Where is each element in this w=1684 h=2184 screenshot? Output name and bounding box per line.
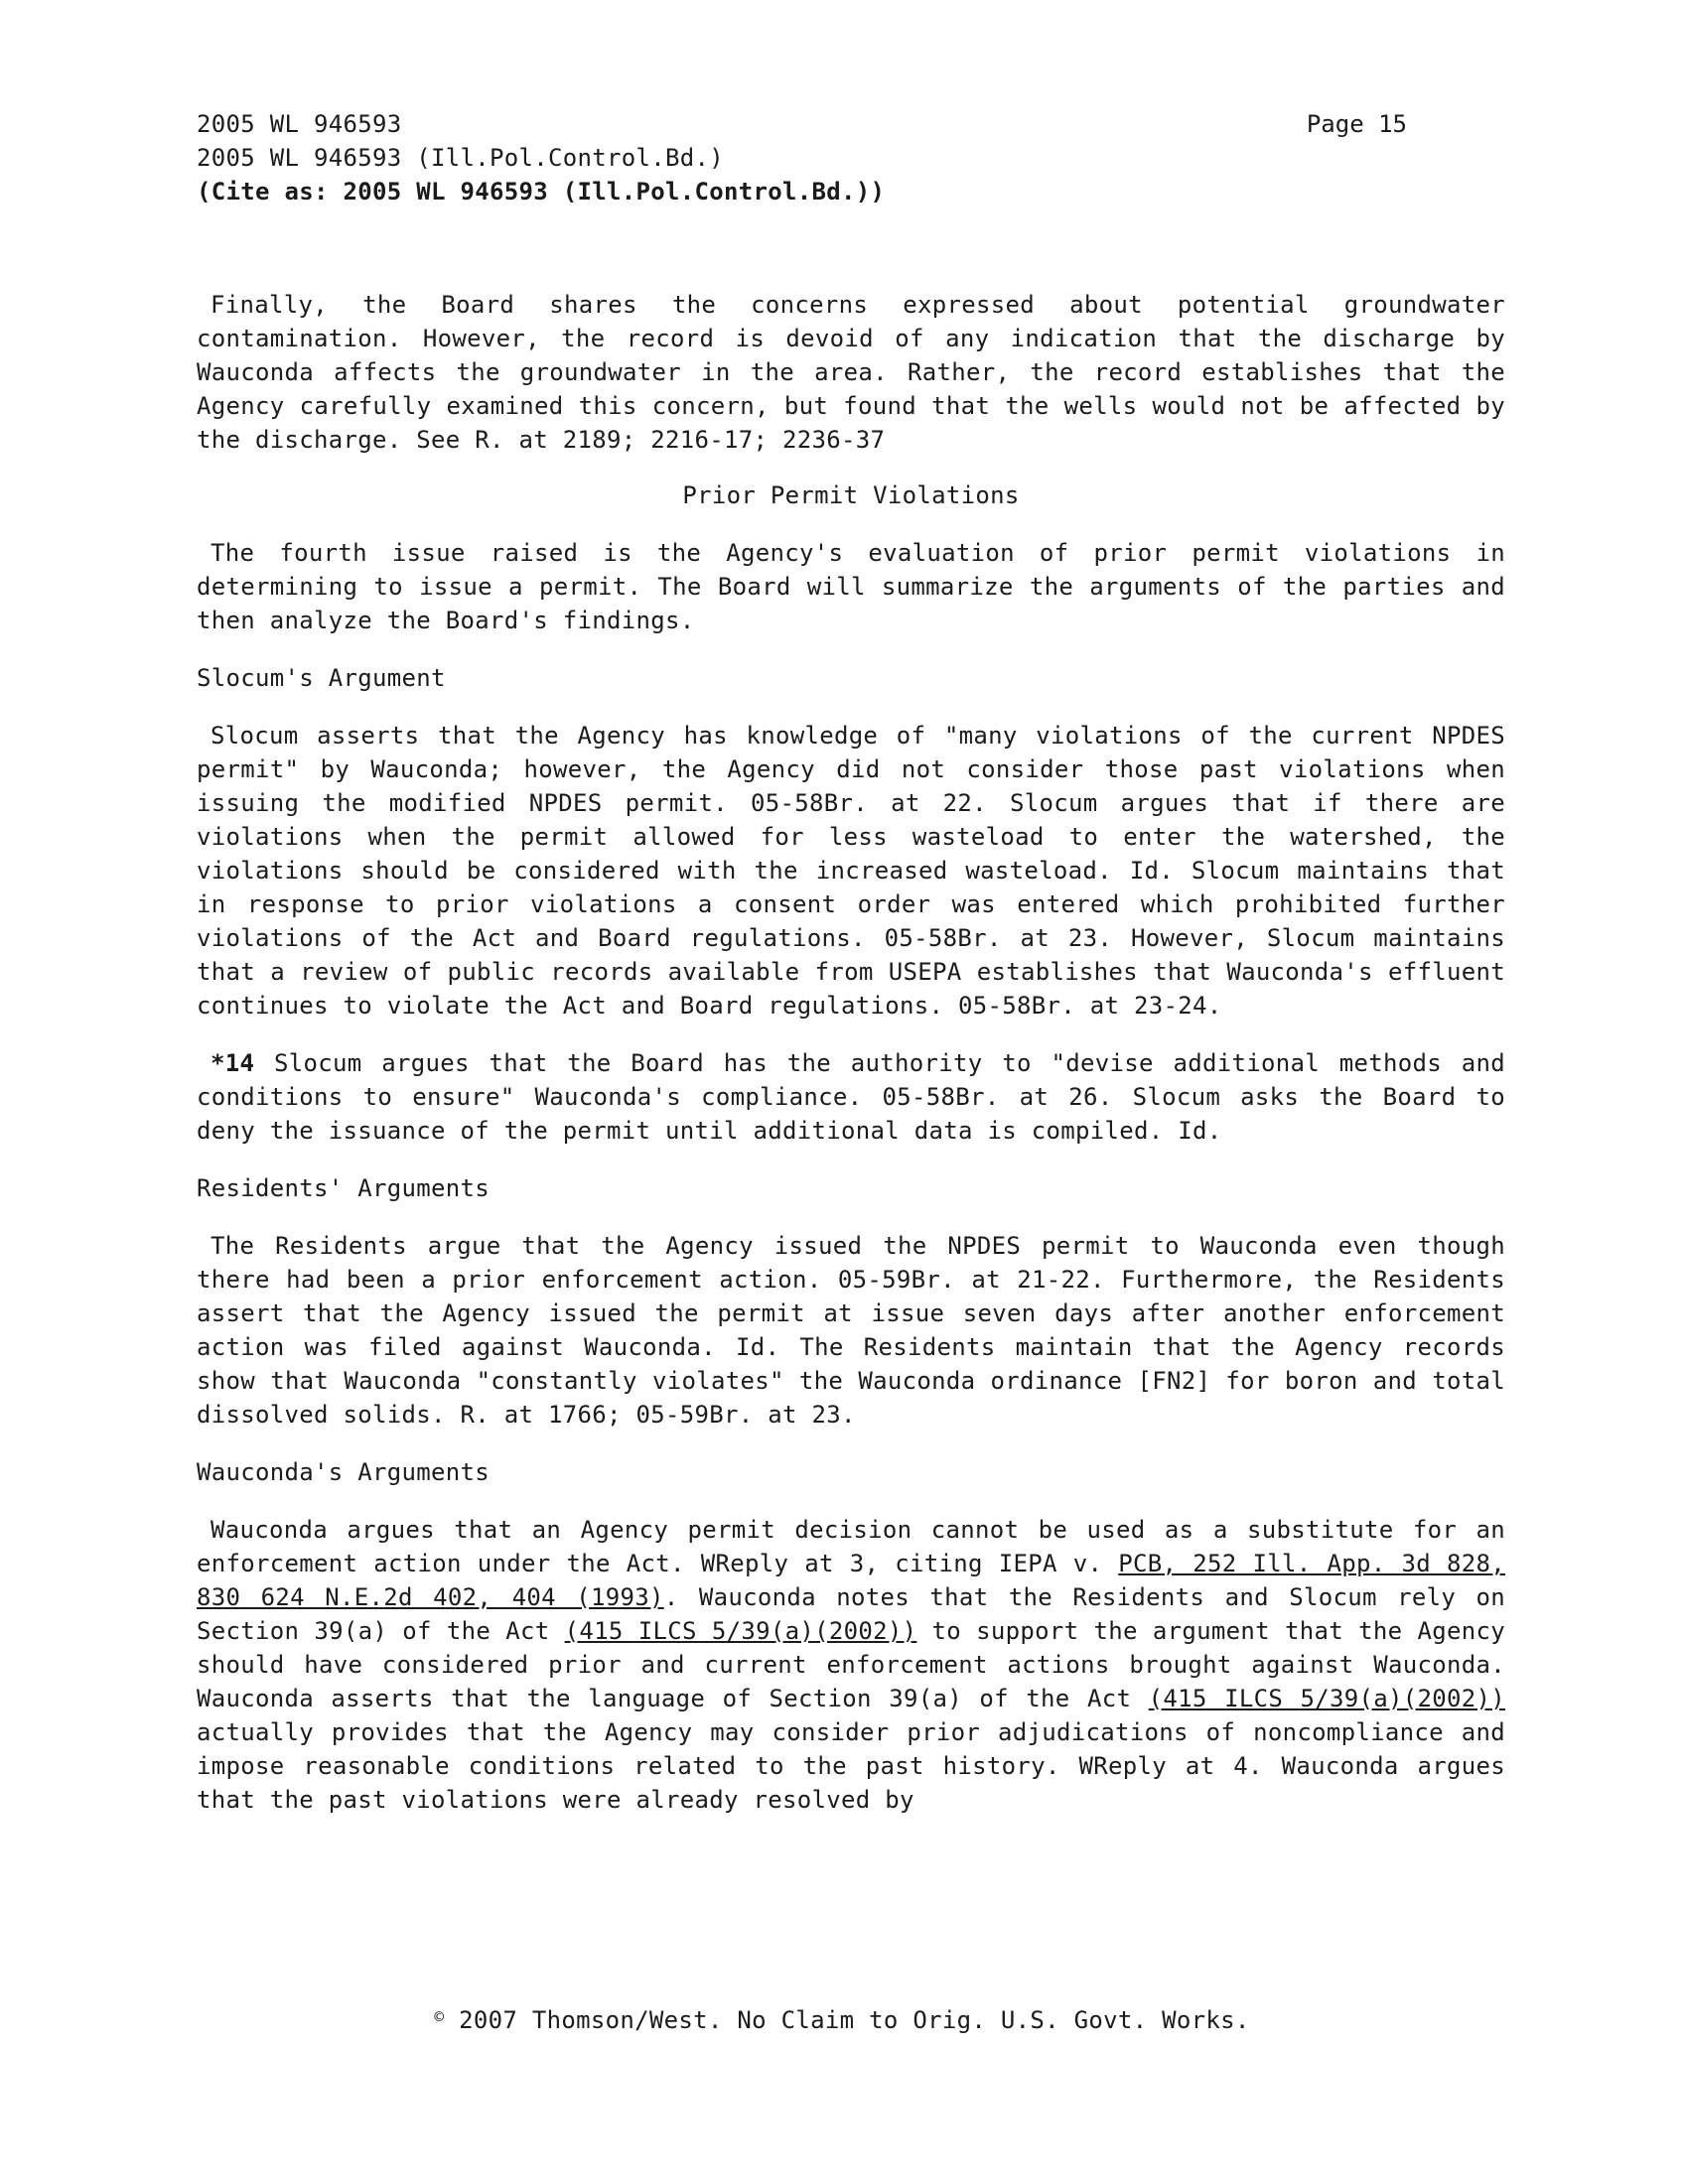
star-page-marker: *14 [210, 1049, 255, 1077]
cite-as-line: (Cite as: 2005 WL 946593 (Ill.Pol.Control.Bd.)) [197, 178, 886, 205]
wauconda-text-1: Wauconda argues that an Agency permit decision cannot be used as a substitute for an enforcement action under the Act. WReply at 3, citing IEPA v. [197, 1516, 1505, 1577]
subheading-slocum-argument: Slocum's Argument [197, 664, 446, 692]
subheading-residents-arguments: Residents' Arguments [197, 1174, 490, 1202]
paragraph-groundwater: Finally, the Board shares the concerns expressed about potential groundwater contamination. However, the record is devoid of any indication that the discharge by Wauconda affects the groundwater in the area. Rather, the record establishes that the Agency carefully examined this concern, but found that the wells would not be affected by the discharge. See R. at 2189; 2216-17; 2236-37 [197, 291, 1505, 454]
citation-line-1: 2005 WL 946593 [197, 110, 402, 138]
page-number: Page 15 [1306, 110, 1407, 138]
paragraph-wauconda-argues [197, 1513, 1505, 1817]
wauconda-text-2: . Wauconda notes that the Residents and Slocum rely on Section 39(a) of the Act [197, 1583, 1505, 1645]
paragraph-slocum-authority-text: Slocum argues that the Board has the authority to "devise additional methods and conditions to ensure" Wauconda's compliance. 05-58Br. at 26. Slocum asks the Board to deny the issuance of the permit until additional data is compiled. Id. [197, 1049, 1505, 1145]
paragraph-slocum-asserts: Slocum asserts that the Agency has knowledge of "many violations of the current NPDES permit" by Wauconda; however, the Agency did not consider those past violations when issuing the modified NPDES permit. 05-58Br. at 22. Slocum argues that if there are violations when the permit allowed for less wasteload to enter the watershed, the violations should be considered with the increased wasteload. Id. Slocum maintains that in response to prior violations a consent order was entered which prohibited further violations of the Act and Board regulations. 05-58Br. at 23. However, Slocum maintains that a review of public records available from USEPA establishes that Wauconda's effluent continues to violate the Act and Board regulations. 05-58Br. at 23-24. [197, 722, 1505, 1020]
citation-link-415-ilcs-2[interactable]: (415 ILCS 5/39(a)(2002)) [1148, 1685, 1506, 1712]
citation-link-415-ilcs-1[interactable]: (415 ILCS 5/39(a)(2002)) [564, 1617, 917, 1645]
copyright-text: 2007 Thomson/West. No Claim to Orig. U.S. Govt. Works. [444, 2006, 1250, 2034]
document-body [197, 288, 1505, 1817]
subheading-wauconda-arguments: Wauconda's Arguments [197, 1458, 490, 1486]
section-heading-prior-permit-violations: Prior Permit Violations [682, 481, 1020, 509]
paragraph-slocum-authority [197, 1046, 1505, 1148]
citation-line-2: 2005 WL 946593 (Ill.Pol.Control.Bd.) [197, 144, 724, 172]
paragraph-residents-argue: The Residents argue that the Agency issued the NPDES permit to Wauconda even though there had been a prior enforcement action. 05-59Br. at 21-22. Furthermore, the Residents assert that the Agency issued the permit at issue seven days after another enforcement action was filed against Wauconda. Id. The Residents maintain that the Agency records show that Wauconda "constantly violates" the Wauconda ordinance [FN2] for boron and total dissolved solids. R. at 1766; 05-59Br. at 23. [197, 1232, 1505, 1429]
wauconda-text-4: actually provides that the Agency may consider prior adjudications of noncompliance and impose reasonable conditions related to the past history. WReply at 4. Wauconda argues that the past violations were already resolved by [197, 1718, 1505, 1814]
page-footer [0, 2000, 1684, 2037]
copyright-symbol: © [434, 2007, 445, 2026]
wauconda-text-3: to support the argument that the Agency should have considered prior and current enforcement actions brought against Wauconda. Wauconda asserts that the language of Section 39(a) of the Act [197, 1617, 1506, 1712]
citation-link-pcb[interactable]: PCB, 252 Ill. App. 3d 828, 830 624 N.E.2d 402, 404 (1993) [197, 1550, 1505, 1611]
paragraph-fourth-issue: The fourth issue raised is the Agency's evaluation of prior permit violations in determining to issue a permit. The Board will summarize the arguments of the parties and then analyze the Board's findings. [197, 539, 1505, 634]
